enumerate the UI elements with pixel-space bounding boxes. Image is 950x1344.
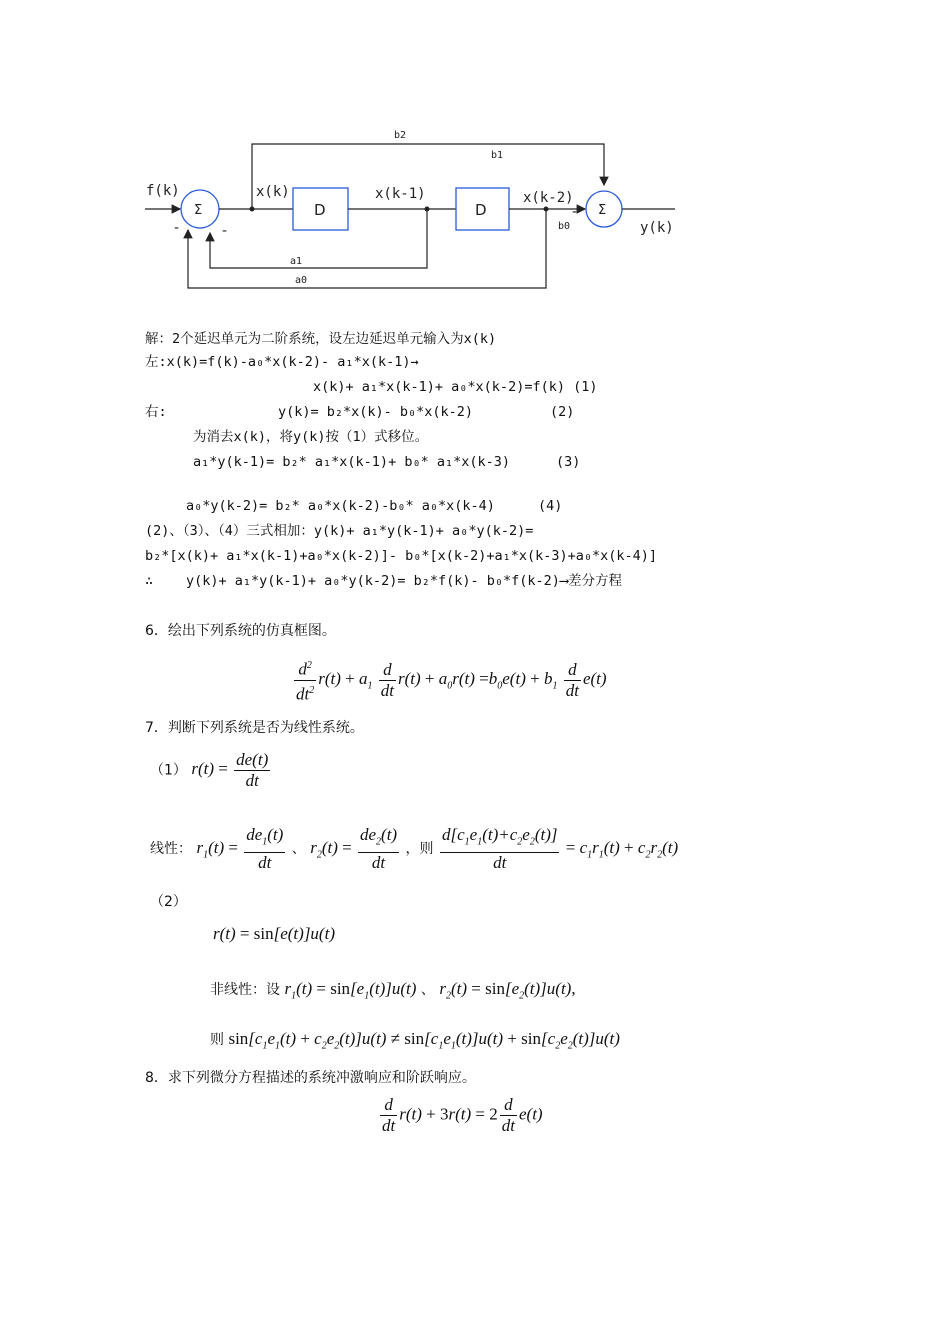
solution-line-4: y(k)= b₂*x(k)- b₀*x(k-2): [278, 404, 474, 420]
comma-separator: 、: [291, 841, 306, 858]
label-b2: b2: [394, 130, 407, 141]
solution-line-6-num: (3): [556, 454, 581, 470]
solution-line-2: 左:x(k)=f(k)-a₀*x(k-2)- a₁*x(k-1)→: [145, 354, 419, 370]
nonlinear-label: 非线性：设: [210, 982, 280, 998]
solution-line-1: 解：2个延迟单元为二阶系统，设左边延迟单元输入为x(k): [145, 331, 497, 347]
q7-title: 7．判断下列系统是否为线性系统。: [145, 720, 364, 736]
delay-block-1-label: D: [314, 201, 326, 219]
linear-label: 线性：: [150, 841, 192, 858]
label-b0: b0: [558, 221, 571, 232]
q7-part1: （1） r(t) = $\frac{de(t)}{dt}$: [150, 750, 269, 790]
solution-line-5: 为消去x(k)，将y(k)按（1）式移位。: [193, 429, 429, 445]
q7-conclusion-line: 则 $\sin[c_1e_1(t) + c_2e_2(t)]u(t) \ne \sin[c_1e_1(t)]u(t) + \sin[c_2e_2(t)]u(t)$: [210, 1029, 620, 1052]
label-a1: a1: [290, 256, 303, 267]
summer-left-label: Σ: [194, 203, 203, 218]
q8-equation: $\frac{d}{dt}$ r(t) + 3r(t) = 2 $\frac{d}{dt}$ e(t): [382, 1095, 543, 1135]
feedback-a0: [188, 209, 546, 288]
q7-part2-label: （2）: [150, 894, 187, 910]
summer-right-label: Σ: [598, 203, 607, 218]
label-yk: y(k): [640, 220, 674, 236]
solution-line-7-num: (4): [538, 498, 563, 514]
q6-equation: $\frac{d^2}{dt^2}$ $r(t) + a_1$ $\frac{d}{dt}$ $r(t) + a_0r(t) =b_0e(t) + b_1$ $\frac{d}{dt}$ e(t): [296, 659, 607, 704]
solution-line-9: b₂*[x(k)+ a₁*x(k-1)+a₀*x(k-2)]- b₀*[x(k-2)+a₁*x(k-3)+a₀*x(k-4)]: [145, 548, 658, 564]
label-xk2: x(k-2): [523, 190, 574, 206]
minus-sign-2: -: [222, 223, 228, 239]
solution-line-8: (2)、（3）、（4）三式相加：y(k)+ a₁*y(k-1)+ a₀*y(k-2)=: [145, 523, 534, 539]
solution-line-3: x(k)+ a₁*x(k-1)+ a₀*x(k-2)=f(k) (1): [313, 379, 598, 395]
solution-line-4-num: (2): [550, 404, 575, 420]
q6-title: 6．绘出下列系统的仿真框图。: [145, 623, 336, 639]
label-xk1: x(k-1): [375, 186, 426, 202]
q7-nonlinear-line: 非线性：设 $r_1(t) = \sin[e_1(t)]u(t)$ 、 $r_2(t) = \sin[e_2(t)]u(t)$,: [210, 979, 576, 1002]
q7-part2-equation: r(t) = sin[e(t)]u(t): [213, 924, 335, 943]
q7-part1-label: （1）: [150, 762, 187, 779]
label-a0: a0: [295, 275, 308, 286]
delay-block-2-label: D: [475, 201, 487, 219]
then2-label: 则: [210, 1032, 224, 1048]
comma-separator-2: 、: [420, 982, 435, 998]
therefore-symbol: ∴: [145, 573, 154, 589]
label-fk: f(k): [146, 183, 180, 199]
block-diagram: [130, 120, 690, 300]
solution-line-7: a₀*y(k-2)= b₂* a₀*x(k-2)-b₀* a₀*x(k-4): [186, 498, 495, 514]
solution-line-6: a₁*y(k-1)= b₂* a₁*x(k-1)+ b₀* a₁*x(k-3): [193, 454, 510, 470]
q8-title: 8．求下列微分方程描述的系统冲激响应和阶跃响应。: [145, 1070, 476, 1086]
label-b1: b1: [491, 150, 504, 161]
minus-sign-1: -: [174, 220, 180, 236]
q7-linear-line: 线性： $r_1(t)$ = $\frac{de_1(t)}{dt}$ 、 $r_2(t)$ = $\frac{de_2(t)}{dt}$ ，则 $\frac{d[c_1e_1(t)+c_2e_2(t)]}{dt}$ = $c_1r_1(t) + c_2r_2(t)$: [150, 825, 679, 873]
minus-sign-3: -: [572, 204, 578, 220]
solution-line-4-prefix: 右:: [145, 404, 167, 420]
solution-line-10: y(k)+ a₁*y(k-1)+ a₀*y(k-2)= b₂*f(k)- b₀*f(k-2)⟶差分方程: [186, 573, 623, 589]
then-label: ，则: [405, 841, 434, 858]
label-xk: x(k): [256, 184, 290, 200]
